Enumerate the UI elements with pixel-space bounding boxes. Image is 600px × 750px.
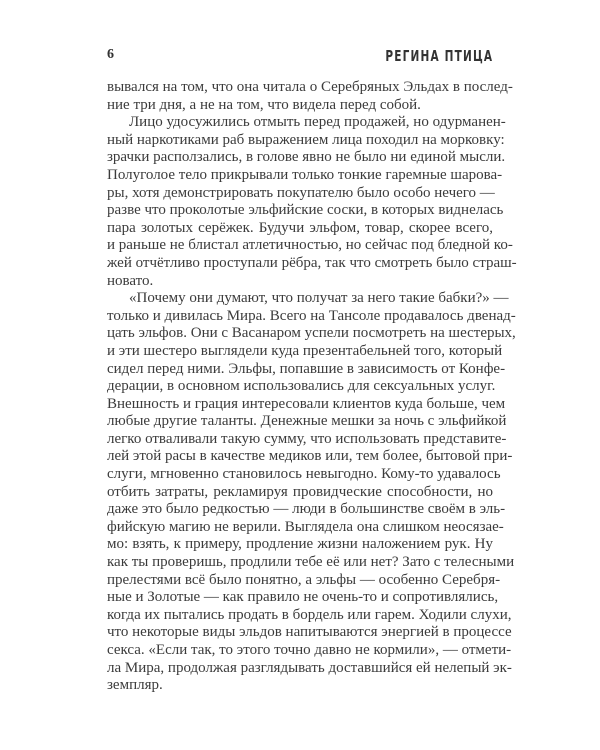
- text-line: сидел перед ними. Эльфы, попавшие в зависимость от Конфе-: [107, 360, 506, 377]
- text-line: Внешность и грация интересовали клиентов куда больше, чем: [107, 395, 506, 412]
- page-number: 6: [107, 47, 114, 62]
- text-line: земпляр.: [107, 677, 163, 694]
- text-line: секса. «Если так, то этого точно давно не кормили», — отмети-: [107, 642, 512, 658]
- running-header: [107, 47, 493, 67]
- text-line: ние три дня, а не на том, что видела перед собой.: [107, 96, 421, 113]
- text-line: ры, хотя демонстрировать покупателю было особо нечего —: [107, 184, 495, 201]
- text-line: вывался на том, что она читала о Серебряных Эльдах в послед-: [107, 79, 513, 95]
- text-line: «Почему они думают, что получат за него такие бабки?» —: [129, 290, 509, 307]
- text-line: Полуголое тело прикрывали только тонкие гаремные шарова-: [107, 166, 503, 183]
- text-line: лей этой расы в качестве медиков или, тем более, бытовой при-: [107, 448, 513, 465]
- text-line: легко отваливали такую сумму, что использовать представите-: [107, 430, 507, 447]
- text-line: что некоторые виды эльдов напитываются энергией в процессе: [107, 624, 512, 641]
- text-line: когда их пытались продать в бордель или гарем. Ходили слухи,: [107, 606, 512, 623]
- text-line: мо: взять, к примеру, продление жизни наложением рук. Ну: [107, 536, 493, 553]
- text-line: фийскую магию не верили. Выглядела она слишком неосязае-: [107, 518, 504, 535]
- text-line: пара золотых серёжек. Будучи эльфом, товар, скорее всего,: [107, 219, 493, 236]
- text-line: дерации, в основном использовались для сексуальных услуг.: [107, 378, 496, 395]
- text-line: даже это было редкостью — люди в большинстве своём в эль-: [107, 501, 506, 518]
- paragraph: [107, 114, 517, 290]
- text-line: слуги, мгновенно становилось невыгодно. Кому-то удавалось: [107, 466, 501, 483]
- text-line: как ты проверишь, продлили тебе её или нет? Зато с телесными: [107, 554, 515, 571]
- text-line: ные и Золотые — как правило не очень-то и сопротивлялись,: [107, 589, 499, 606]
- text-line: только и дивилась Мира. Всего на Тансоле продавалось двенад-: [107, 307, 516, 324]
- text-line: и раньше не блистал атлетичностью, но сейчас под бледной ко-: [107, 237, 513, 254]
- paragraph: [107, 290, 516, 695]
- running-title: РЕГИНА ПТИЦА: [385, 47, 493, 65]
- text-line: цать эльфов. Они с Васанаром успели посмотреть на шестерых,: [107, 325, 516, 342]
- text-line: отбить затраты, рекламируя провидческие способности, но: [107, 483, 493, 500]
- text-line: разве что проколотые эльфийские соски, в которых виднелась: [107, 202, 504, 219]
- text-line: новато.: [107, 272, 154, 289]
- text-line: Лицо удосужились отмыть перед продажей, но одурманен-: [129, 114, 506, 131]
- paragraph: [107, 79, 513, 114]
- text-line: зрачки расползались, в голове явно не было ни единой мысли.: [107, 149, 506, 166]
- text-line: и эти шестеро выглядели куда презентабельней того, который: [107, 342, 503, 359]
- text-line: жей отчётливо проступали рёбра, так что смотреть было страш-: [107, 254, 517, 271]
- text-line: прелестями всё было понятно, а эльфы — особенно Серебря-: [107, 571, 501, 588]
- text-line: ла Мира, продолжая разглядывать доставшийся ей нелепый эк-: [107, 659, 512, 676]
- body-text: [107, 79, 517, 695]
- text-line: ный наркотиками раб выражением лица походил на морковку:: [107, 131, 505, 148]
- text-line: любые другие таланты. Денежные мешки за ночь с эльфийкой: [107, 413, 507, 430]
